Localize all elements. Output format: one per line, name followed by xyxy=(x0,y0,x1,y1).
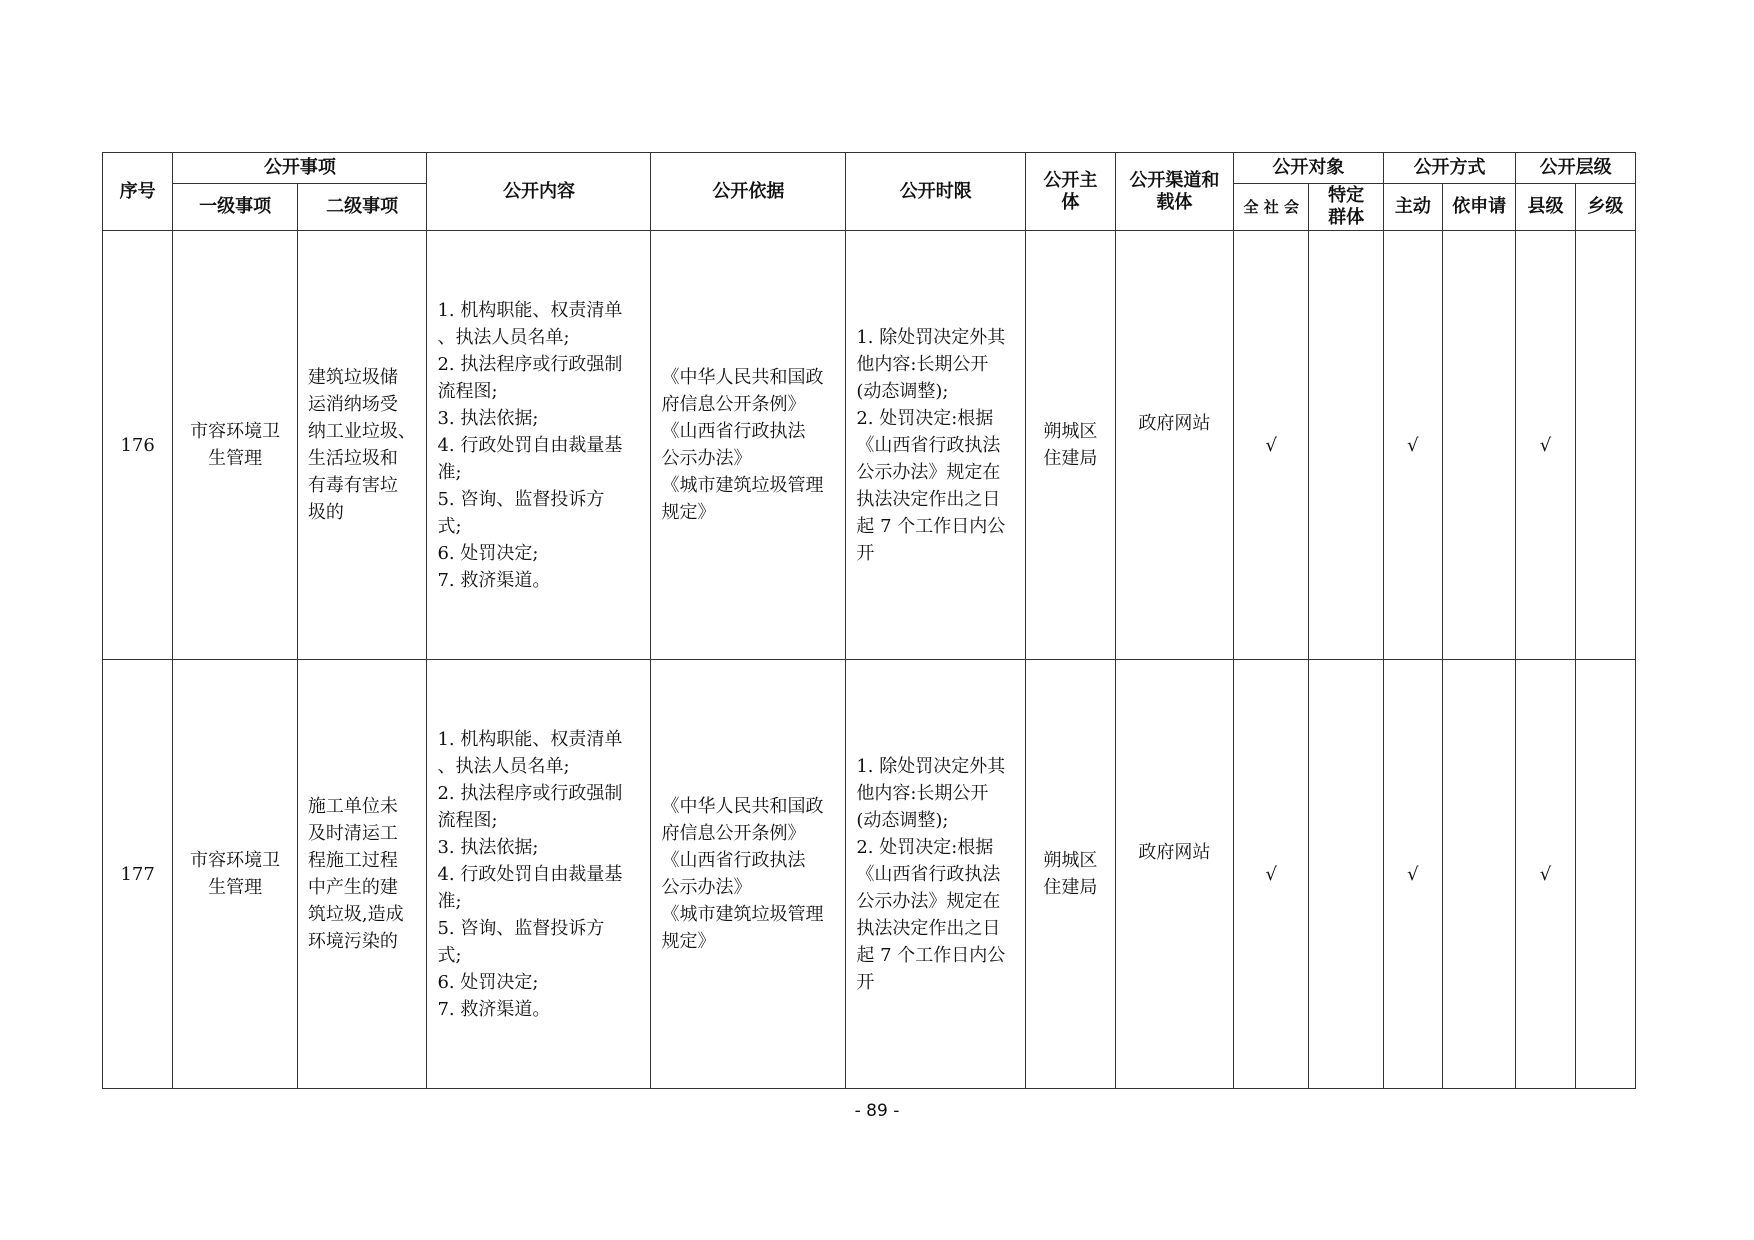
col-level2: 二级事项 xyxy=(297,184,427,231)
cell-level-county: √ xyxy=(1516,231,1575,660)
cell-level1: 市容环境卫 生管理 xyxy=(173,660,298,1089)
col-level1: 一级事项 xyxy=(173,184,298,231)
cell-seq: 177 xyxy=(103,660,173,1089)
cell-method-request xyxy=(1443,660,1516,1089)
col-level: 公开层级 xyxy=(1516,153,1636,184)
col-method-request: 依申请 xyxy=(1443,184,1516,231)
cell-content: 1. 机构职能、权责清单 、执法人员名单; 2. 执法程序或行政强制 流程图; 3. 执法依据; 4. 行政处罚自由裁量基 准; 5. 咨询、监督投诉方 式; 6. 处罚决定; 7. 救济渠道。 xyxy=(427,660,651,1089)
cell-basis: 《中华人民共和国政 府信息公开条例》 《山西省行政执法 公示办法》 《城市建筑垃圾管理 规定》 xyxy=(651,660,846,1089)
cell-seq: 176 xyxy=(103,231,173,660)
col-basis: 公开依据 xyxy=(651,153,846,231)
col-audience-all: 全 社 会 xyxy=(1234,184,1309,231)
cell-level1: 市容环境卫 生管理 xyxy=(173,231,298,660)
cell-audience-all: √ xyxy=(1234,660,1309,1089)
cell-method-active: √ xyxy=(1383,660,1442,1089)
cell-channel: 政府网站 xyxy=(1115,231,1234,660)
col-audience-specific: 特定 群体 xyxy=(1309,184,1383,231)
cell-time-limit: 1. 除处罚决定外其 他内容:长期公开 (动态调整); 2. 处罚决定:根据 《山西省行政执法 公示办法》规定在 执法决定作出之日 起 7 个工作日内公 开 xyxy=(846,660,1026,1089)
col-method: 公开方式 xyxy=(1383,153,1516,184)
cell-content: 1. 机构职能、权责清单 、执法人员名单; 2. 执法程序或行政强制 流程图; 3. 执法依据; 4. 行政处罚自由裁量基 准; 5. 咨询、监督投诉方 式; 6. 处罚决定; 7. 救济渠道。 xyxy=(427,231,651,660)
cell-subject: 朔城区 住建局 xyxy=(1026,231,1115,660)
cell-level2: 建筑垃圾储 运消纳场受 纳工业垃圾、 生活垃圾和 有毒有害垃 圾的 xyxy=(297,231,427,660)
cell-method-request xyxy=(1443,231,1516,660)
cell-subject: 朔城区 住建局 xyxy=(1026,660,1115,1089)
cell-basis: 《中华人民共和国政 府信息公开条例》 《山西省行政执法 公示办法》 《城市建筑垃圾管理 规定》 xyxy=(651,231,846,660)
table-row xyxy=(103,231,1636,660)
col-time-limit: 公开时限 xyxy=(846,153,1026,231)
cell-audience-specific xyxy=(1309,231,1383,660)
cell-level-county: √ xyxy=(1516,660,1575,1089)
page-number: - 89 - xyxy=(854,1101,900,1121)
cell-audience-all: √ xyxy=(1234,231,1309,660)
cell-method-active: √ xyxy=(1383,231,1442,660)
col-content: 公开内容 xyxy=(427,153,651,231)
col-channel: 公开渠道和 载体 xyxy=(1115,153,1234,231)
header-row-1 xyxy=(103,153,1636,184)
col-audience: 公开对象 xyxy=(1234,153,1384,184)
col-level-county: 县级 xyxy=(1516,184,1575,231)
cell-level2: 施工单位未 及时清运工 程施工过程 中产生的建 筑垃圾,造成 环境污染的 xyxy=(297,660,427,1089)
table-row xyxy=(103,660,1636,1089)
col-subject: 公开主 体 xyxy=(1026,153,1115,231)
disclosure-table xyxy=(102,152,1636,1089)
cell-channel: 政府网站 xyxy=(1115,660,1234,1089)
cell-level-township xyxy=(1575,231,1635,660)
col-level-township: 乡级 xyxy=(1575,184,1635,231)
col-matters: 公开事项 xyxy=(173,153,427,184)
cell-level-township xyxy=(1575,660,1635,1089)
col-method-active: 主动 xyxy=(1383,184,1442,231)
col-seq: 序号 xyxy=(103,153,173,231)
cell-time-limit: 1. 除处罚决定外其 他内容:长期公开 (动态调整); 2. 处罚决定:根据 《山西省行政执法 公示办法》规定在 执法决定作出之日 起 7 个工作日内公 开 xyxy=(846,231,1026,660)
cell-audience-specific xyxy=(1309,660,1383,1089)
